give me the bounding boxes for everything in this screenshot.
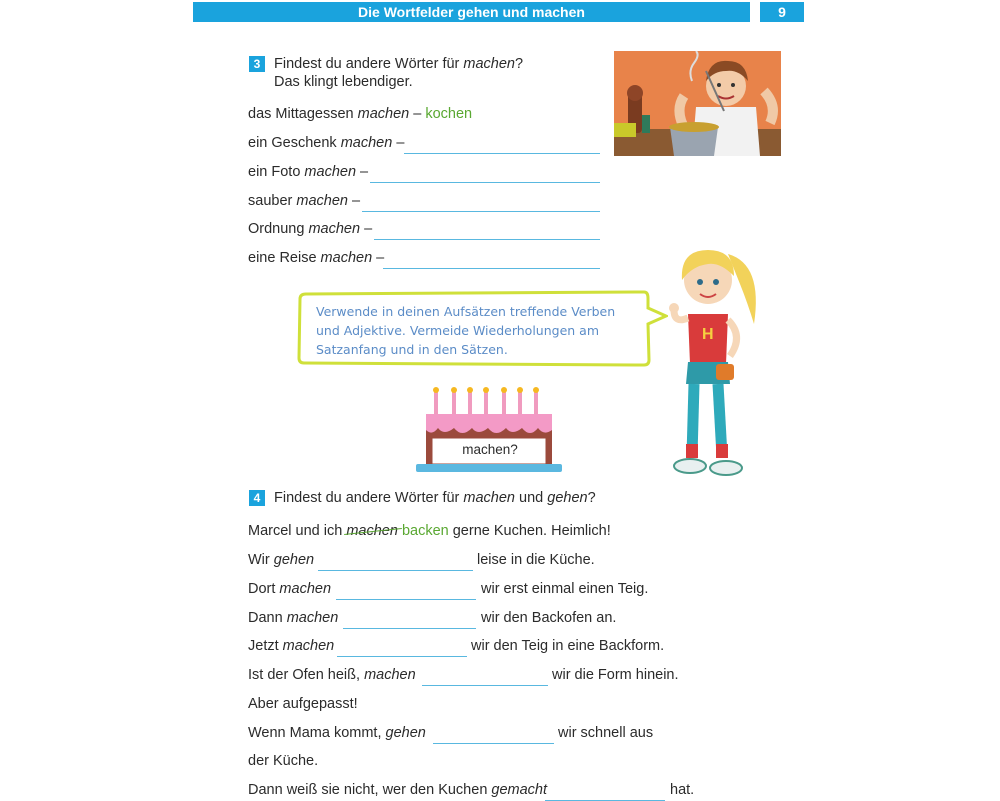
page-header-title: Die Wortfelder gehen und machen bbox=[193, 2, 750, 22]
answer-blank[interactable] bbox=[422, 667, 548, 686]
svg-text:H: H bbox=[702, 326, 714, 343]
answer-kochen: kochen bbox=[425, 106, 473, 122]
task-4-line: Dann machen bbox=[248, 610, 339, 626]
task-4-line-end: wir schnell aus bbox=[558, 725, 654, 741]
struck-word: machen bbox=[346, 523, 398, 539]
task-4-example: Marcel und ich machen backen gerne Kuchen. Heimlich! bbox=[248, 523, 611, 539]
answer-blank[interactable] bbox=[404, 135, 600, 154]
answer-blank[interactable] bbox=[545, 782, 665, 801]
task-4-line-end: leise in die Küche. bbox=[477, 552, 595, 568]
answer-blank[interactable] bbox=[374, 221, 600, 240]
task-3-row: ein Geschenk machen – bbox=[248, 135, 405, 151]
task-3-row: ein Foto machen – bbox=[248, 164, 369, 180]
girl-illustration bbox=[668, 244, 768, 480]
task-4-instruction: Findest du andere Wörter für machen und gehen? bbox=[274, 490, 596, 506]
answer-blank[interactable] bbox=[433, 725, 554, 744]
task-4-line-end: hat. bbox=[670, 782, 695, 798]
task-3-row: das Mittagessen machen – kochen bbox=[248, 106, 473, 122]
task-3-instruction-line2: Das klingt lebendiger. bbox=[274, 74, 413, 90]
task-4-line-end: wir die Form hinein. bbox=[552, 667, 679, 683]
task-3-row: eine Reise machen – bbox=[248, 250, 385, 266]
task-4-line: Jetzt machen bbox=[248, 638, 335, 654]
answer-blank[interactable] bbox=[318, 552, 473, 571]
birthday-cake-illustration bbox=[414, 386, 564, 474]
task-4-line: Wir gehen bbox=[248, 552, 315, 568]
answer-blank[interactable] bbox=[343, 610, 476, 629]
answer-blank[interactable] bbox=[370, 164, 600, 183]
cooking-boy-illustration bbox=[614, 51, 781, 156]
tip-line-3: Satzanfang und in den Sätzen. bbox=[316, 342, 508, 357]
cake-label: machen? bbox=[462, 442, 518, 457]
task-4-line-end: wir erst einmal einen Teig. bbox=[481, 581, 649, 597]
task-4-line-end: wir den Backofen an. bbox=[481, 610, 617, 626]
task-3-badge: 3 bbox=[249, 56, 265, 72]
answer-blank[interactable] bbox=[337, 638, 467, 657]
tip-line-2: und Adjektive. Vermeide Wiederholungen am bbox=[316, 323, 599, 338]
answer-blank[interactable] bbox=[383, 250, 600, 269]
task-4-line: Wenn Mama kommt, gehen bbox=[248, 725, 426, 741]
answer-blank[interactable] bbox=[336, 581, 476, 600]
task-4-badge: 4 bbox=[249, 490, 265, 506]
task-4-line: Aber aufgepasst! bbox=[248, 696, 358, 712]
tip-line-1: Verwende in deinen Aufsätzen treffende Verben bbox=[316, 304, 616, 319]
task-4-line: Dann weiß sie nicht, wer den Kuchen gemacht bbox=[248, 782, 548, 798]
task-3-row: sauber machen – bbox=[248, 193, 361, 209]
answer-blank[interactable] bbox=[362, 193, 600, 212]
task-3-instruction: Findest du andere Wörter für machen? bbox=[274, 56, 524, 72]
task-3-row: Ordnung machen – bbox=[248, 221, 373, 237]
task-4-line-end: wir den Teig in eine Backform. bbox=[471, 638, 665, 654]
page-number: 9 bbox=[760, 2, 804, 22]
answer-backen: backen bbox=[401, 523, 449, 539]
task-4-line: Dort machen bbox=[248, 581, 332, 597]
task-4-line: Ist der Ofen heiß, machen bbox=[248, 667, 416, 683]
task-4-line: der Küche. bbox=[248, 753, 319, 769]
